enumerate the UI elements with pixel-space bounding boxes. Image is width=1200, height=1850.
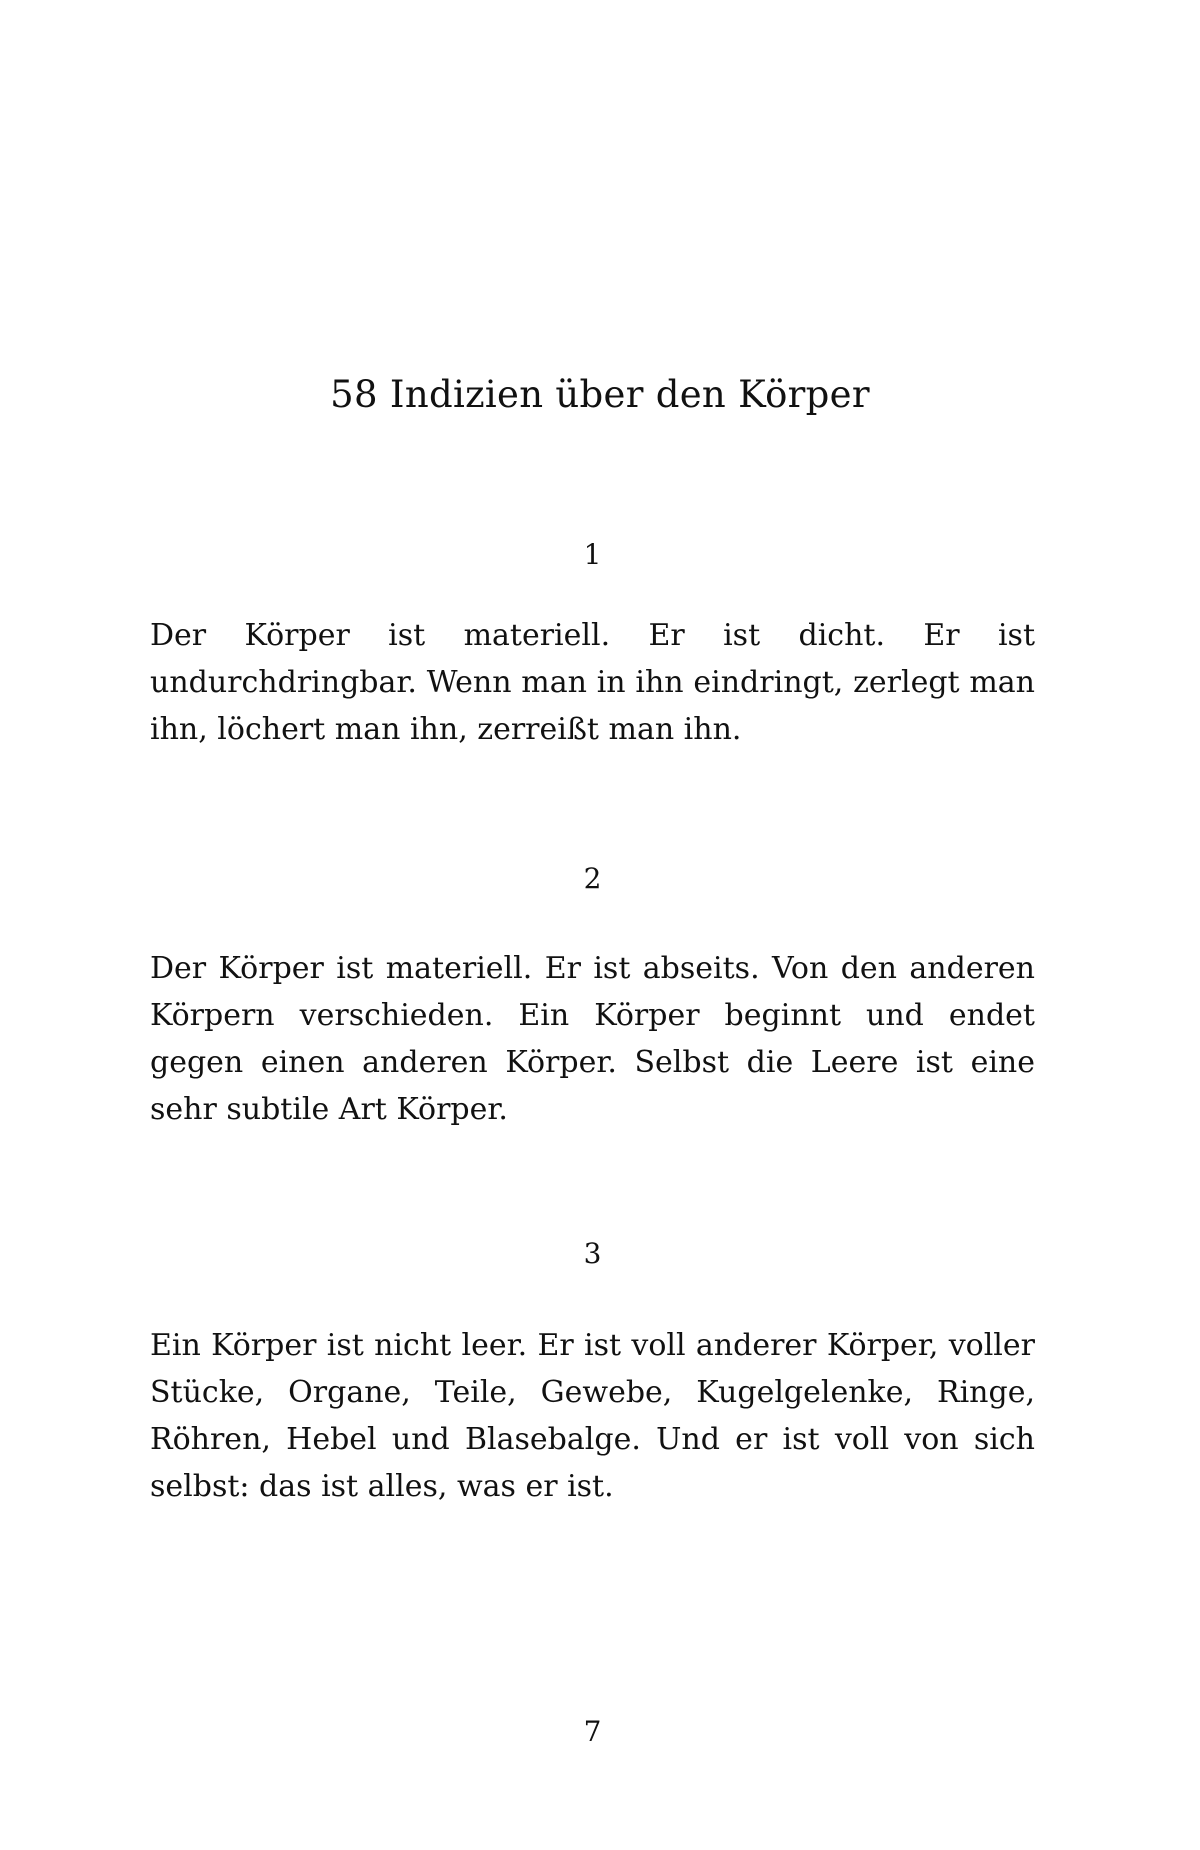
section-number-3: 3 [583, 1237, 602, 1270]
section-text-3: Ein Körper ist nicht leer. Er ist voll anderer Körper, voller Stücke, Organe, Teile, Gewebe, Kugelgelenke, Ringe, Röhren, Hebel und Blasebalge. Und er ist voll von sich selbst: das ist alles, was er ist. [150, 1328, 1035, 1504]
section-number-2: 2 [583, 862, 602, 895]
page-number: 7 [583, 1715, 602, 1748]
section-text-1: Der Körper ist materiell. Er ist dicht. Er ist undurchdringbar. Wenn man in ihn eindringt, zerlegt man ihn, löchert man ihn, zerreißt man ihn. [150, 618, 1035, 747]
section-number-1: 1 [583, 538, 602, 571]
section-text-2: Der Körper ist materiell. Er ist abseits. Von den anderen Körpern verschieden. Ein Körper beginnt und endet gegen einen anderen Körper. Selbst die Leere ist eine sehr subtile Art Körper. [150, 951, 1035, 1127]
page-title: 58 Indizien über den Körper [330, 373, 870, 416]
